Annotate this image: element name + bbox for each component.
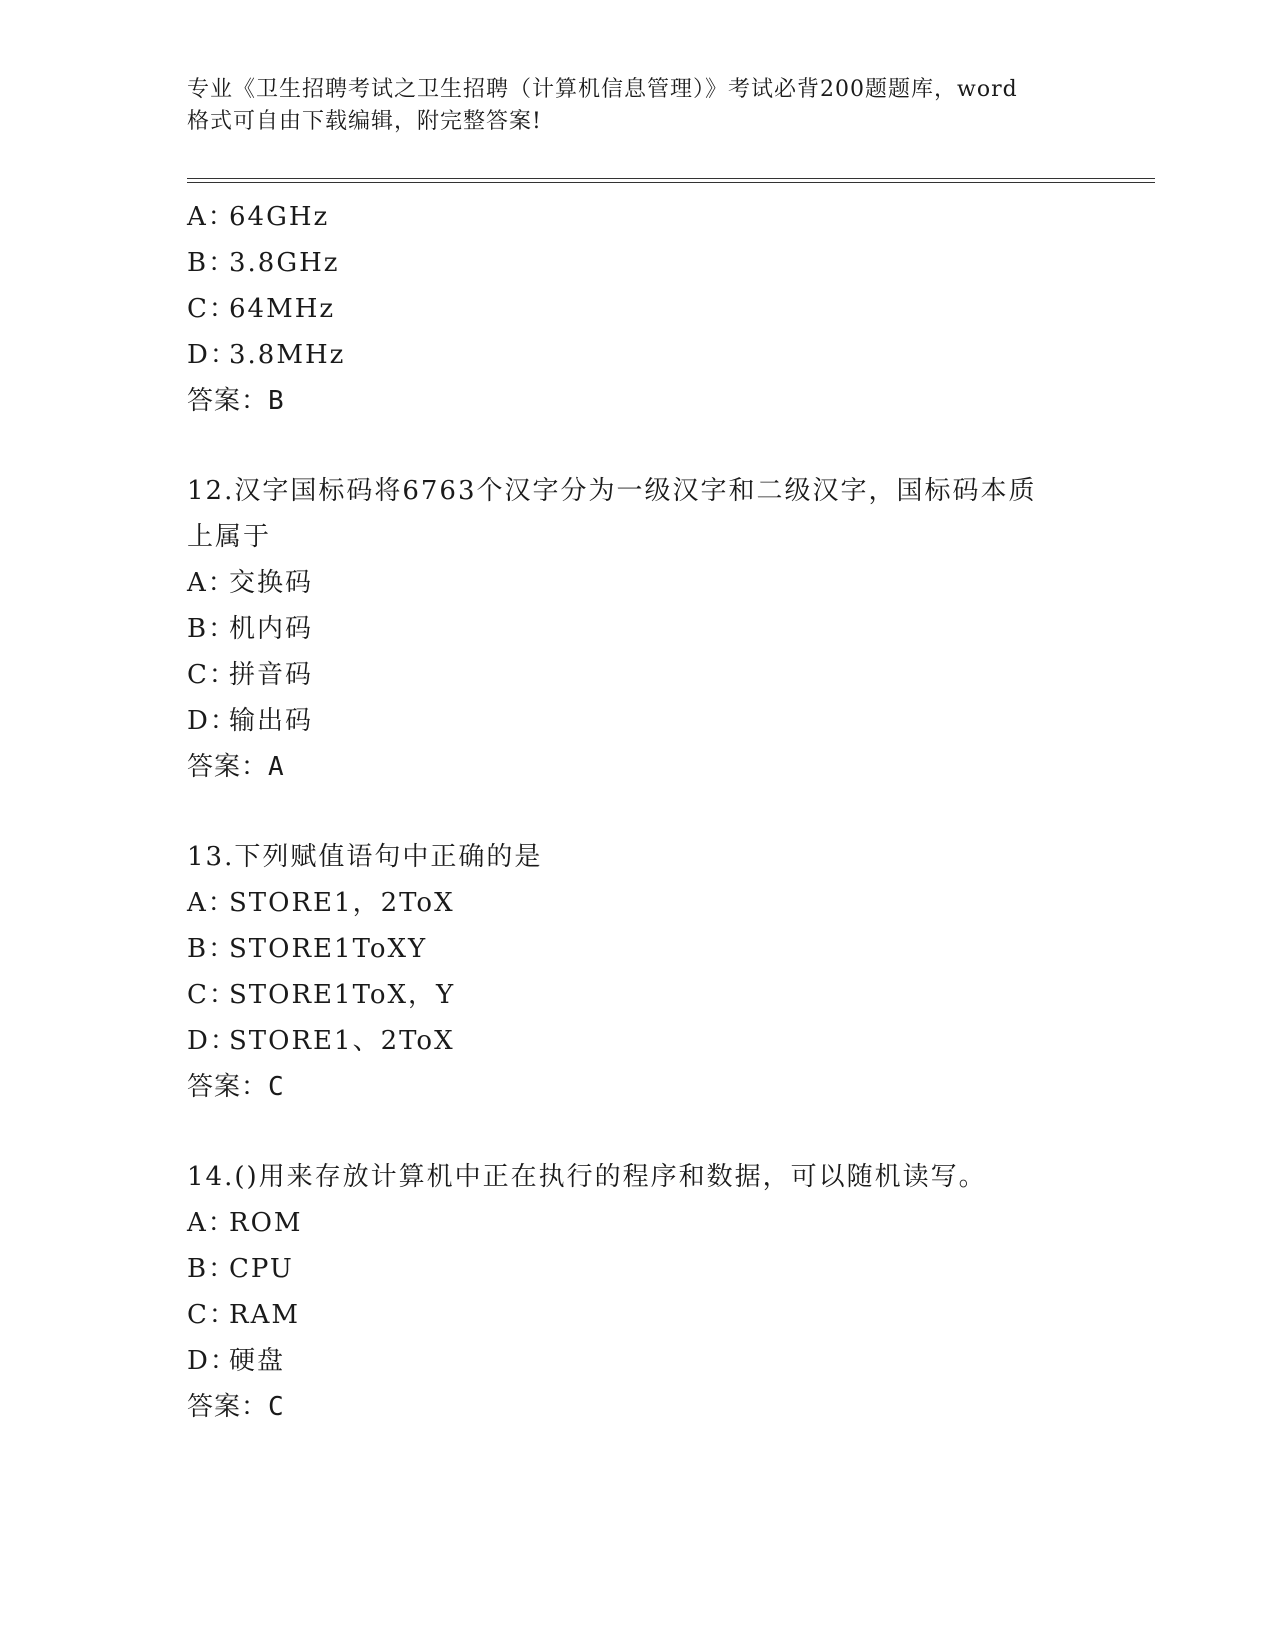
- option-c: C：STORE1ToX，Y: [187, 980, 456, 1010]
- question-14: [187, 1154, 1087, 1430]
- answer-line: 答案：A: [187, 752, 285, 782]
- question-13: [187, 834, 1087, 1110]
- answer-line: 答案：C: [187, 1072, 285, 1102]
- option-a: A：STORE1，2ToX: [187, 888, 455, 918]
- spacer: [187, 424, 1087, 468]
- header-title-line-1: 专业《卫生招聘考试之卫生招聘（计算机信息管理）》考试必背200题题库，word: [187, 77, 1018, 102]
- question-12: [187, 468, 1087, 790]
- option-c: C：拼音码: [187, 660, 314, 690]
- document-header: [187, 74, 1087, 138]
- option-b: B：CPU: [187, 1254, 294, 1284]
- option-d: D：输出码: [187, 706, 314, 736]
- header-title-line-2: 格式可自由下载编辑，附完整答案!: [187, 109, 542, 134]
- question-stem-line-1: 14.()用来存放计算机中正在执行的程序和数据，可以随机读写。: [187, 1162, 987, 1192]
- answer-line: 答案：B: [187, 386, 285, 416]
- header-divider-bottom: [187, 182, 1155, 183]
- document-body: [187, 194, 1087, 1430]
- option-d: D：硬盘: [187, 1346, 286, 1376]
- question-stem-line-2: 上属于: [187, 522, 272, 552]
- answer-line: 答案：C: [187, 1392, 285, 1422]
- option-b: B：3.8GHz: [187, 248, 340, 278]
- question-stem-line-1: 12.汉字国标码将6763个汉字分为一级汉字和二级汉字，国标码本质: [187, 476, 1037, 506]
- option-a: A：交换码: [187, 568, 314, 598]
- option-d: D：STORE1、2ToX: [187, 1026, 455, 1056]
- spacer: [187, 790, 1087, 834]
- option-b: B：机内码: [187, 614, 314, 644]
- option-d: D：3.8MHz: [187, 340, 346, 370]
- option-a: A：64GHz: [187, 202, 330, 232]
- header-divider-top: [187, 178, 1155, 179]
- option-b: B：STORE1ToXY: [187, 934, 428, 964]
- option-a: A：ROM: [187, 1208, 303, 1238]
- spacer: [187, 1110, 1087, 1154]
- question-stem-line-1: 13.下列赋值语句中正确的是: [187, 842, 543, 872]
- option-c: C：64MHz: [187, 294, 336, 324]
- option-c: C：RAM: [187, 1300, 300, 1330]
- question-11-continued: [187, 194, 1087, 424]
